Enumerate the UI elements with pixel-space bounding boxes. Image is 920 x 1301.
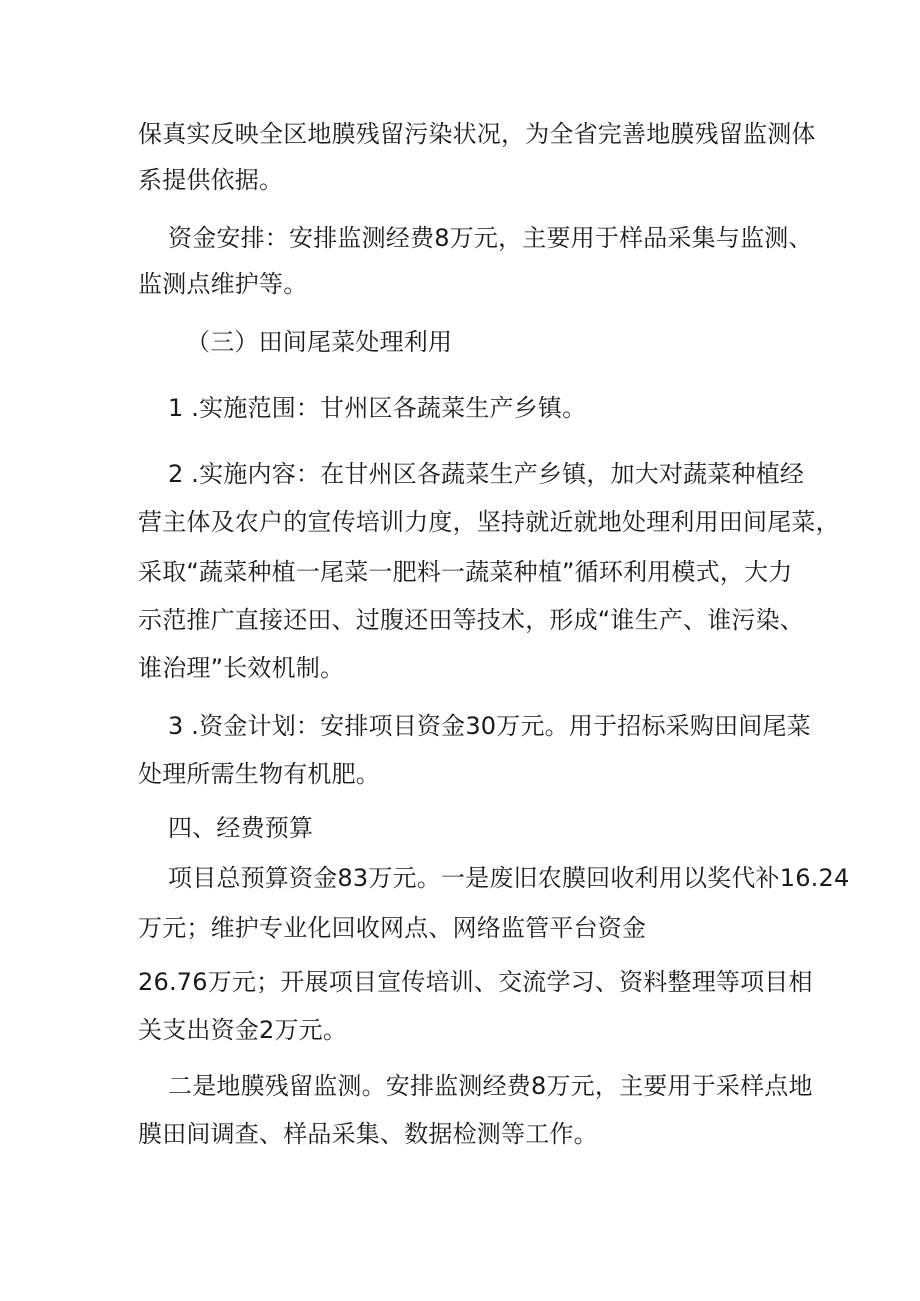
- paragraph-line-1: 保真实反映全区地膜残留污染状况，为全省完善地膜残留监测体: [138, 120, 816, 148]
- paragraph-line-2: 系提供依据。: [138, 166, 284, 194]
- funding-plan-line-1: 3 .资金计划：安排项目资金30万元。用于招标采购田间尾菜: [168, 712, 811, 740]
- budget-line-2: 万元；维护专业化回收网点、网络监管平台资金: [138, 914, 647, 942]
- monitoring-budget-line-1: 二是地膜残留监测。安排监测经费8万元，主要用于采样点地: [168, 1072, 813, 1100]
- budget-line-4: 关支出资金2万元。: [138, 1016, 348, 1044]
- funding-arrangement-line-2: 监测点维护等。: [138, 270, 308, 298]
- implementation-content-line-2: 营主体及农户的宣传培训力度，坚持就近就地处理利用田间尾菜，: [138, 508, 840, 536]
- funding-arrangement-line-1: 资金安排：安排监测经费8万元，主要用于样品采集与监测、: [168, 224, 813, 252]
- implementation-scope: 1 .实施范围：甘州区各蔬菜生产乡镇。: [168, 394, 587, 422]
- implementation-content-line-1: 2 .实施内容：在甘州区各蔬菜生产乡镇，加大对蔬菜种植经: [168, 460, 805, 488]
- budget-line-1: 项目总预算资金83万元。一是废旧农膜回收利用以奖代补16.24: [168, 864, 850, 892]
- monitoring-budget-line-2: 膜田间调查、样品采集、数据检测等工作。: [138, 1120, 598, 1148]
- section-heading-3: （三）田间尾菜处理利用: [186, 328, 453, 356]
- implementation-content-line-3: 采取“蔬菜种植一尾菜一肥料一蔬菜种植”循环利用模式，大力: [138, 558, 793, 586]
- funding-plan-line-2: 处理所需生物有机肥。: [138, 760, 380, 788]
- section-heading-4: 四、经费预算: [168, 814, 314, 842]
- implementation-content-line-4: 示范推广直接还田、过腹还田等技术，形成“谁生产、谁污染、: [138, 606, 805, 634]
- implementation-content-line-5: 谁治理”长效机制。: [138, 654, 345, 682]
- budget-line-3: 26.76万元；开展项目宣传培训、交流学习、资料整理等项目相: [138, 968, 813, 996]
